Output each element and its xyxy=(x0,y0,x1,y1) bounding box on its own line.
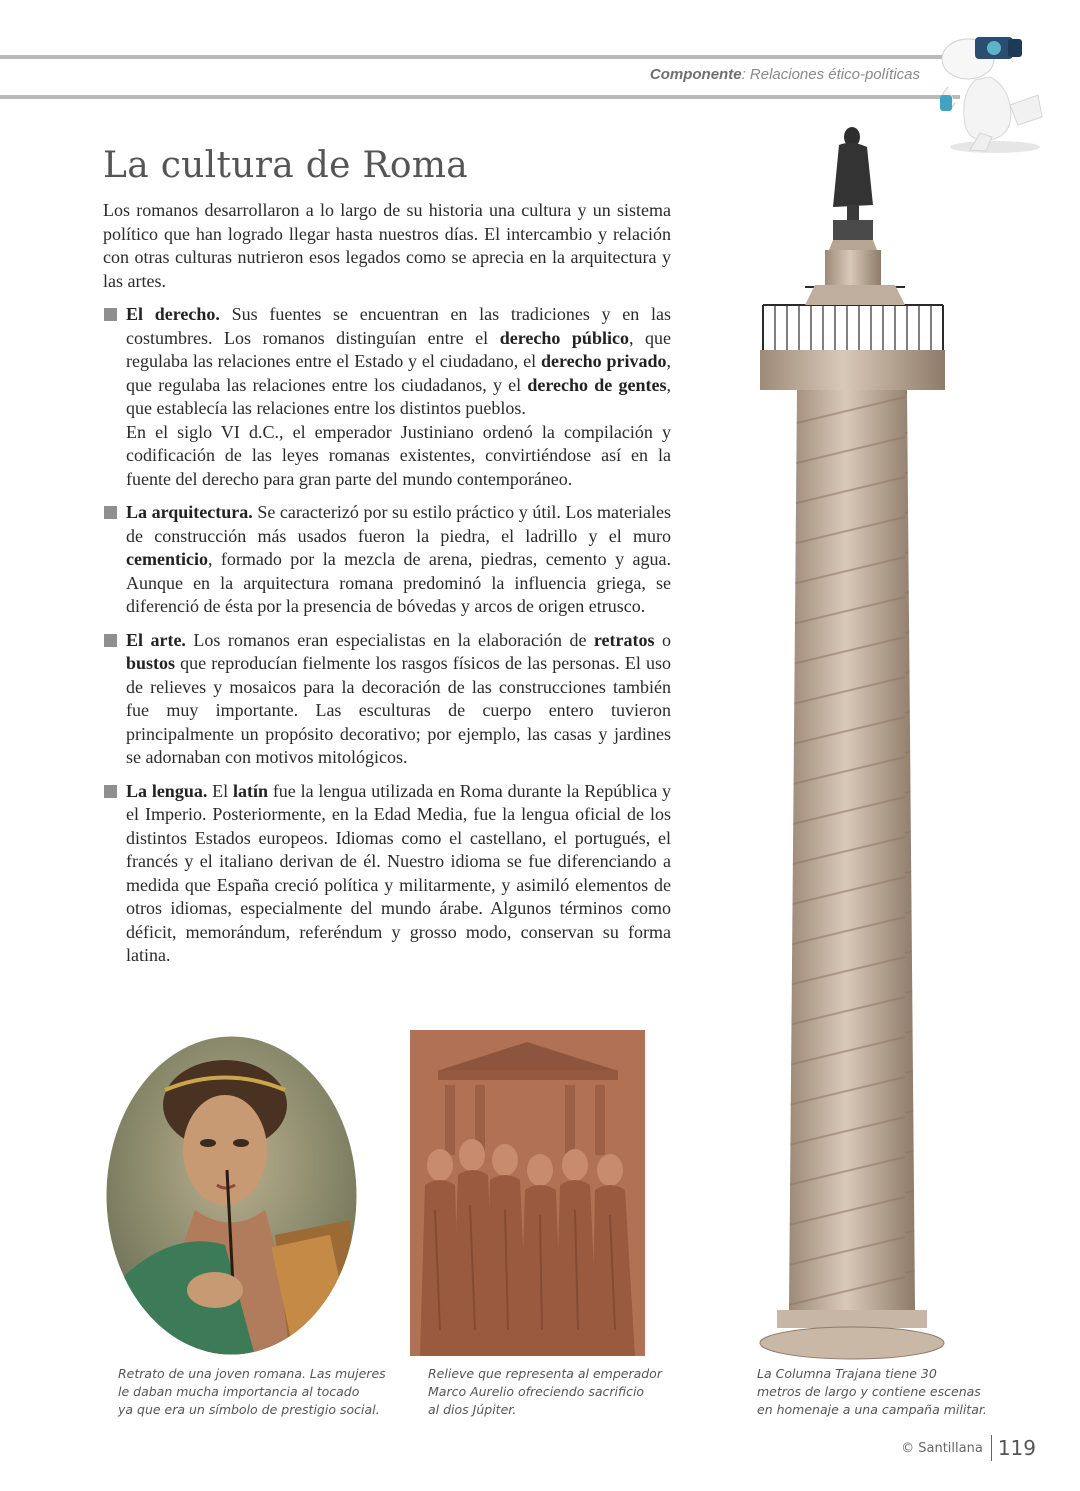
square-bullet-icon xyxy=(104,308,117,321)
key-term: cementicio xyxy=(126,549,208,569)
column-image xyxy=(755,115,950,1360)
publisher-credit: © Santillana xyxy=(901,1440,983,1456)
key-term: latín xyxy=(232,780,268,801)
section-text: , que establecía las relaciones entre los distintos pueblos. xyxy=(126,374,671,418)
section-text: fue la lengua utilizada en Roma durante la República y el Imperio. Posteriormente, en la Edad Media, fue la lengua oficial de los distintos Estados europeos. Idiomas como el castellano, el portugués, el francés y el italiano derivan de él. Nuestro idioma se fue diferenciando a medida que España creció política y militarmente, y asimiló elementos de otros idiomas, especialmente del mundo árabe. Algunos términos como déficit, memorándum, referéndum y grosso modo, conservan su forma latina. xyxy=(126,780,671,965)
section-heading: La arquitectura. xyxy=(126,502,253,522)
caption-line: Retrato de una joven romana. Las mujeres xyxy=(118,1366,386,1381)
page-title: La cultura de Roma xyxy=(103,145,469,186)
caption-line: en homenaje a una campaña militar. xyxy=(757,1402,987,1417)
section-arte-text xyxy=(126,629,671,770)
section-arte xyxy=(103,629,671,770)
section-text: , formado por la mezcla de arena, piedras, cemento y agua. Aunque en la arquitectura romana predominó la influencia griega, se diferenció de ésta por la presencia de bóvedas y arcos de origen etrusco. xyxy=(126,549,671,616)
page-number: 119 xyxy=(997,1436,1036,1460)
text-block xyxy=(103,199,671,968)
section-text: Los romanos eran especialistas en la elaboración de xyxy=(185,629,594,650)
section-arquitectura xyxy=(103,501,671,619)
caption-line: Marco Aurelio ofreciendo sacrificio xyxy=(428,1384,645,1399)
section-text: , que regulaba las relaciones entre el Estado y el ciudadano, el xyxy=(126,327,671,371)
section-text: Se caracterizó por su estilo práctico y útil. Los materiales de construcción más usados fueron la piedra, el ladrillo y el muro xyxy=(126,502,671,546)
footer xyxy=(901,1435,1036,1461)
portrait-image xyxy=(105,1035,358,1356)
caption-line: al dios Júpiter. xyxy=(428,1402,517,1417)
section-lengua xyxy=(103,780,671,968)
caption-relief xyxy=(428,1365,662,1419)
caption-line: ya que era un símbolo de prestigio social. xyxy=(118,1402,380,1417)
section-heading: El derecho. xyxy=(126,304,220,324)
key-term: derecho de gentes xyxy=(527,374,667,395)
square-bullet-icon xyxy=(104,506,117,519)
header-rule-bottom xyxy=(0,95,960,99)
component-name: Relaciones ético-políticas xyxy=(749,66,920,83)
footer-divider xyxy=(991,1435,992,1461)
caption-line: La Columna Trajana tiene 30 xyxy=(757,1366,937,1381)
section-text: , que regulaba las relaciones entre los ciudadanos, y el xyxy=(126,351,671,395)
section-derecho-paragraph-2: En el siglo VI d.C., el emperador Justiniano ordenó la compilación y codificación de las leyes romanas existentes, convirtiéndose así en la fuente del derecho para gran parte del mundo contemporáneo. xyxy=(126,421,671,489)
section-derecho xyxy=(103,303,671,491)
section-lengua-text xyxy=(126,780,671,968)
section-text: El xyxy=(207,780,233,801)
section-text: o xyxy=(654,629,671,650)
section-text: Sus fuentes se encuentran en las tradiciones y en las costumbres. Los romanos distinguían entre el xyxy=(126,304,671,348)
relief-image xyxy=(410,1030,645,1356)
header-rule-top xyxy=(0,55,960,59)
component-label: Componente: Relaciones ético-políticas xyxy=(649,66,920,83)
caption-line: le daban mucha importancia al tocado xyxy=(118,1384,360,1399)
section-arquitectura-text xyxy=(126,501,671,619)
section-text: que reproducían fielmente los rasgos físicos de las personas. El uso de relieves y mosaicos para la decoración de las construcciones también fue muy importante. Las esculturas de cuerpo entero tuvieron principalmente un propósito decorativo; por ejemplo, las casas y jardines se adornaban con motivos mitológicos. xyxy=(126,653,671,767)
key-term: derecho privado xyxy=(540,351,667,371)
caption-column xyxy=(757,1365,987,1419)
key-term: bustos xyxy=(126,653,176,673)
component-prefix: Componente xyxy=(649,66,742,83)
section-derecho-text xyxy=(126,303,671,421)
caption-line: Relieve que representa al emperador xyxy=(428,1366,662,1381)
square-bullet-icon xyxy=(104,785,117,798)
section-heading: El arte. xyxy=(126,629,186,650)
key-term: retratos xyxy=(593,629,655,650)
intro-paragraph: Los romanos desarrollaron a lo largo de su historia una cultura y un sistema político que han logrado llegar hasta nuestros días. El intercambio y relación con otras culturas nutrieron esos legados como se aprecia en la arquitectura y las artes. xyxy=(103,200,671,291)
key-term: derecho público xyxy=(499,327,629,348)
caption-portrait xyxy=(118,1365,386,1419)
square-bullet-icon xyxy=(104,634,117,647)
caption-line: metros de largo y contiene escenas xyxy=(757,1384,981,1399)
section-heading: La lengua. xyxy=(126,780,208,801)
